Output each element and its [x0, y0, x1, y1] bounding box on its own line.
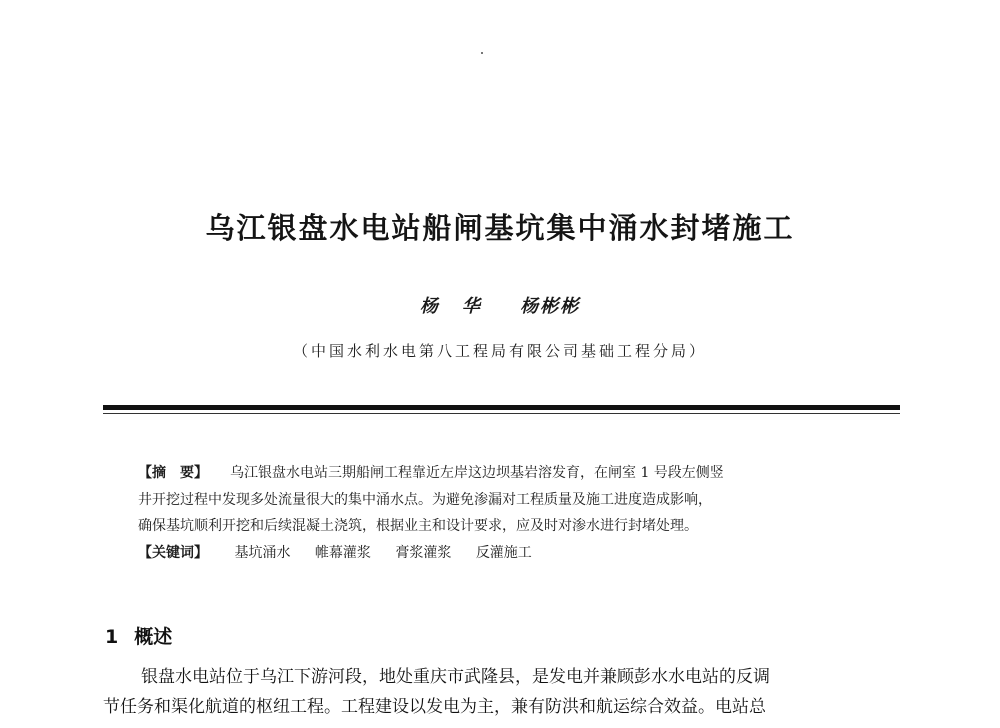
abstract-block: [138, 460, 868, 566]
header-rule-thick: [103, 405, 900, 410]
keywords-line: [138, 540, 868, 567]
keyword: 帷幕灌浆: [314, 544, 371, 561]
keyword: 膏浆灌浆: [395, 544, 452, 561]
keywords-label: 【关键词】: [138, 544, 208, 561]
section-number: 1: [105, 626, 119, 648]
keyword: 反灌施工: [475, 544, 532, 561]
section-title: 概述: [134, 626, 173, 648]
abstract-line: [138, 460, 868, 487]
abstract-label: 【摘 要】: [138, 465, 208, 481]
body-line: 银盘水电站位于乌江下游河段，地处重庆市武隆县，是发电并兼顾彭水水电站的反调: [141, 667, 770, 687]
affiliation: （中国水利水电第八工程局有限公司基础工程分局）: [292, 342, 707, 360]
scan-speck: [481, 52, 483, 54]
body-paragraph: [103, 662, 903, 722]
author-name: 杨华: [419, 296, 504, 317]
header-rule-thin: [103, 413, 900, 414]
paper-title: 乌江银盘水电站船闸基坑集中涌水封堵施工: [205, 211, 795, 245]
abstract-line: 井开挖过程中发现多处流量很大的集中涌水点。为避免渗漏对工程质量及施工进度造成影响，: [138, 491, 712, 508]
body-line: 节任务和渠化航道的枢纽工程。工程建设以发电为主，兼有防洪和航运综合效益。电站总: [103, 697, 766, 717]
author-line: [0, 292, 1000, 318]
abstract-line: 确保基坑顺利开挖和后续混凝土浇筑，根据业主和设计要求，应及时对渗水进行封堵处理。: [138, 518, 698, 534]
keyword: 基坑涌水: [234, 544, 291, 561]
author-name: 杨彬彬: [520, 296, 581, 317]
abstract-text: 乌江银盘水电站三期船闸工程靠近左岸这边坝基岩溶发育，在闸室 1 号段左侧竖: [230, 465, 724, 481]
section-heading: [105, 622, 172, 649]
